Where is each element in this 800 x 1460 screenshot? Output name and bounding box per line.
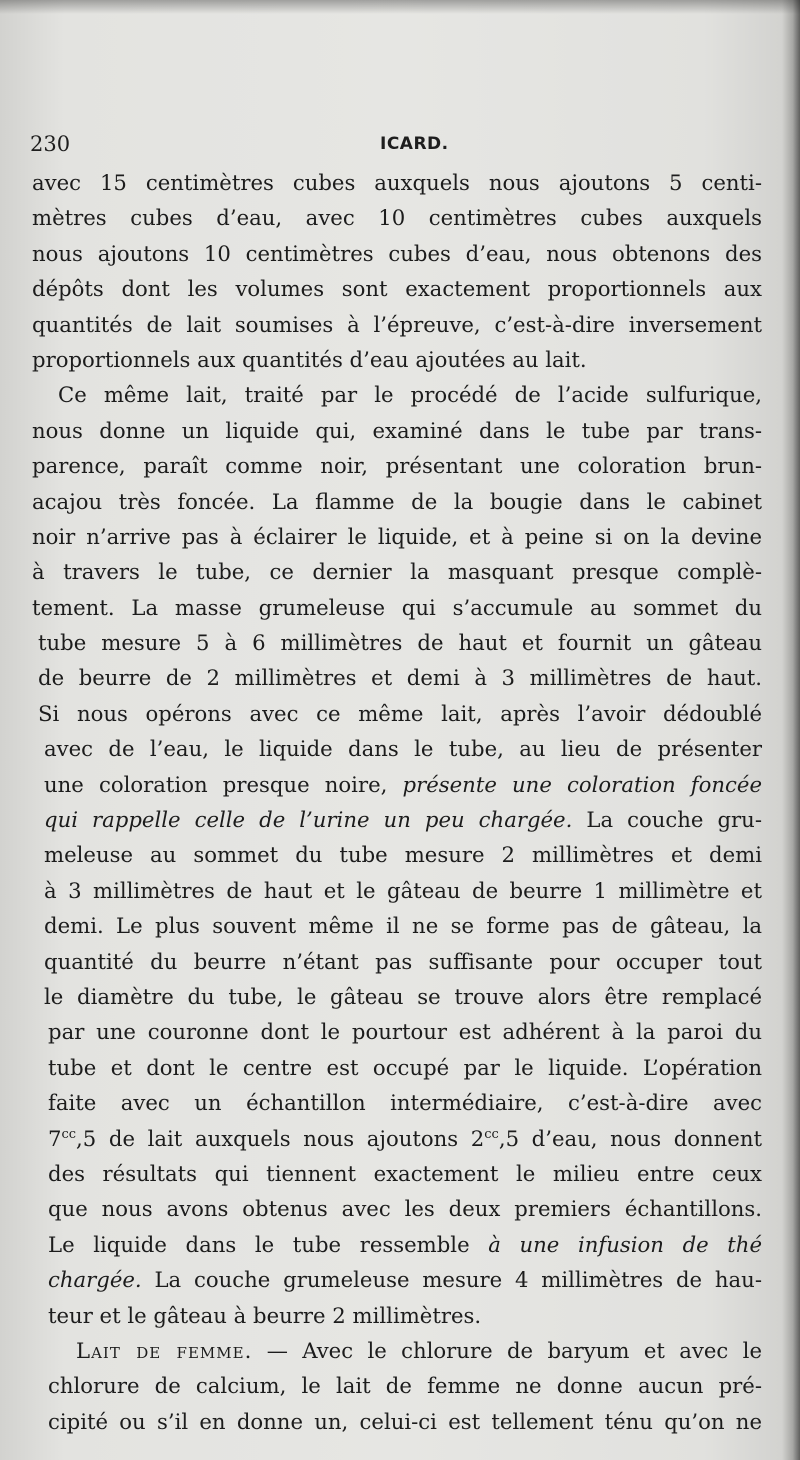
text-line: $7^{cc},5$ de lait auxquels nous ajoutons $2^{cc},5$ d’eau, nous donnent: [48, 1125, 763, 1151]
text-line: qui rappelle celle de l’urine un peu chargée. La couche gru-: [44, 807, 762, 833]
text-line: avec 15 centimètres cubes auxquels nous ajoutons 5 centi-: [32, 170, 762, 195]
page-right-shadow: [782, 0, 800, 1460]
text-line: de beurre de 2 millimètres et demi à 3 millimètres de haut.: [38, 665, 762, 691]
text-line: à travers le tube, ce dernier la masquant presque complè-: [32, 559, 762, 585]
text-line: demi. Le plus souvent même il ne se forme pas de gâteau, la: [44, 913, 762, 939]
text-line: parence, paraît comme noir, présentant une coloration brun-: [32, 453, 762, 479]
text-line: à 3 millimètres de haut et le gâteau de beurre 1 millimètre et: [44, 877, 762, 903]
text-line: mètres cubes d’eau, avec 10 centimètres cubes auxquels: [32, 205, 762, 231]
page-number: 230: [30, 132, 71, 156]
text-line: meleuse au sommet du tube mesure 2 millimètres et demi: [44, 842, 762, 868]
text-line: Le liquide dans le tube ressemble à une infusion de thé: [48, 1231, 762, 1257]
text-line: que nous avons obtenus avec les deux premiers échantillons.: [48, 1196, 762, 1222]
section-heading: Lait de femme.: [76, 1337, 253, 1363]
text-line: quantité du beurre n’étant pas suffisante pour occuper tout: [44, 948, 762, 974]
italic-text: à une infusion de thé: [488, 1231, 762, 1257]
text-line: teur et le gâteau à beurre 2 millimètres.: [48, 1302, 482, 1328]
text-line: tube mesure 5 à 6 millimètres de haut et fournit un gâteau: [38, 630, 762, 656]
text-line: dépôts dont les volumes sont exactement proportionnels aux: [32, 276, 762, 302]
text-line: Ce même lait, traité par le procédé de l’acide sulfurique,: [58, 382, 762, 408]
text-line: nous donne un liquide qui, examiné dans le tube par trans-: [32, 417, 762, 443]
text-line: une coloration presque noire, présente une coloration foncée: [44, 771, 762, 797]
text-line: des résultats qui tiennent exactement le milieu entre ceux: [48, 1160, 762, 1186]
text-line: noir n’arrive pas à éclairer le liquide, et à peine si on la devine: [32, 523, 762, 549]
page-header: [30, 132, 770, 162]
italic-text: chargée.: [48, 1267, 142, 1293]
text-line: le diamètre du tube, le gâteau se trouve alors être remplacé: [44, 983, 762, 1009]
italic-text: présente une coloration foncée: [402, 771, 762, 797]
text-line: Lait de femme. — Avec le chlorure de baryum et avec le: [76, 1337, 762, 1363]
superscript: cc: [484, 1126, 499, 1142]
text-line: avec de l’eau, le liquide dans le tube, au lieu de présenter: [44, 736, 762, 762]
superscript: cc: [61, 1126, 77, 1142]
text-line: tube et dont le centre est occupé par le liquide. L’opération: [48, 1054, 762, 1080]
text-line: tement. La masse grumeleuse qui s’accumule au sommet du: [32, 594, 762, 620]
text-line: nous ajoutons 10 centimètres cubes d’eau, nous obtenons des: [32, 240, 762, 266]
text-line: cipité ou s’il en donne un, celui-ci est tellement ténu qu’on ne: [48, 1408, 762, 1434]
text-line: chargée. La couche grumeleuse mesure 4 millimètres de hau-: [48, 1267, 762, 1293]
text-line: acajou très foncée. La flamme de la bougie dans le cabinet: [32, 488, 762, 514]
text-line: chlorure de calcium, le lait de femme ne donne aucun pré-: [48, 1373, 762, 1399]
text-line: par une couronne dont le pourtour est adhérent à la paroi du: [48, 1019, 762, 1045]
body-text: [32, 165, 762, 1439]
text-line: Si nous opérons avec ce même lait, après l’avoir dédoublé: [38, 700, 762, 726]
running-head: ICARD.: [380, 134, 449, 154]
text-line: quantités de lait soumises à l’épreuve, c’est-à-dire inversement: [32, 311, 762, 337]
text-line: proportionnels aux quantités d’eau ajoutées au lait.: [32, 346, 587, 372]
italic-text: qui rappelle celle de l’urine un peu chargée.: [44, 807, 573, 833]
page-top-shadow: [0, 0, 800, 14]
text-line: faite avec un échantillon intermédiaire, c’est-à-dire avec: [48, 1090, 762, 1116]
